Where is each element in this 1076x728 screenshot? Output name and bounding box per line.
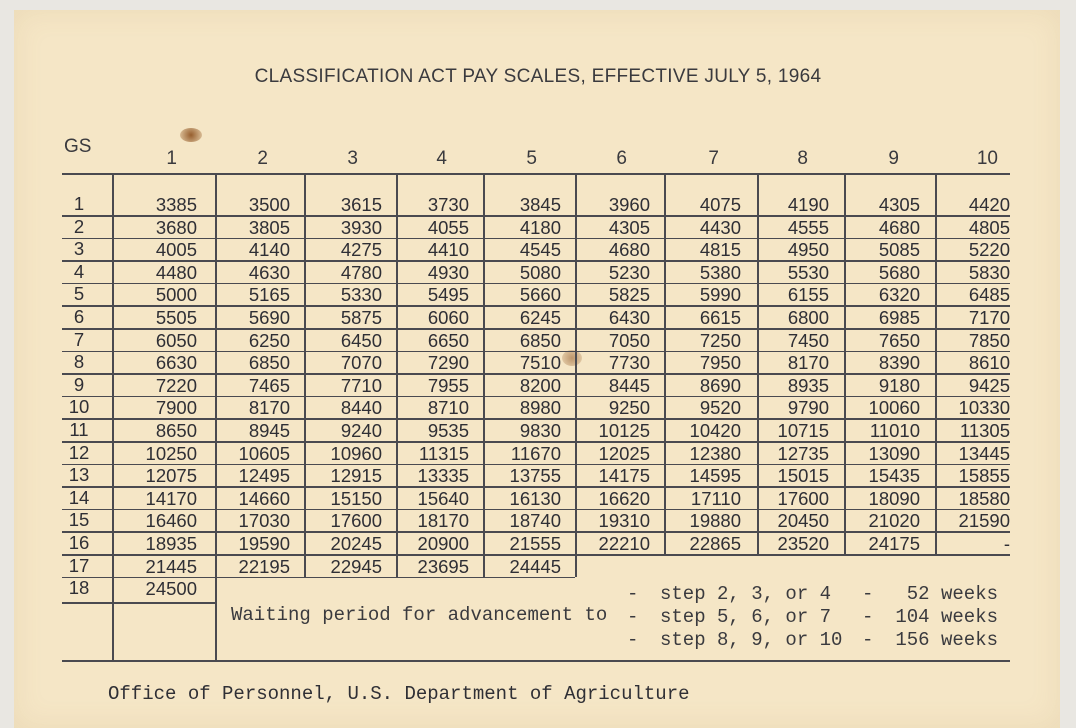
pay-cell: 7465 <box>248 374 290 396</box>
pay-cell: 5165 <box>248 284 290 306</box>
pay-cell: 4480 <box>155 261 197 283</box>
pay-cell: 10250 <box>145 442 197 464</box>
pay-cell: 4055 <box>427 216 469 238</box>
pay-cell: 5680 <box>878 261 920 283</box>
pay-cell: 12915 <box>330 465 382 487</box>
pay-cell: 5085 <box>878 239 920 261</box>
pay-cell: 6850 <box>519 329 561 351</box>
pay-cell: 6320 <box>878 284 920 306</box>
pay-cell: 22945 <box>330 555 382 577</box>
pay-cell: 22865 <box>689 533 741 554</box>
pay-cell: 21020 <box>868 510 920 532</box>
pay-cell: 13755 <box>509 465 561 487</box>
pay-cell: 8690 <box>699 374 741 396</box>
pay-cell: 4180 <box>519 216 561 238</box>
grade-label: 16 <box>68 532 90 553</box>
grade-label: 3 <box>73 238 85 260</box>
pay-cell: 10960 <box>330 442 382 464</box>
step-header-4: 4 <box>436 148 447 169</box>
pay-cell: 4005 <box>155 239 197 261</box>
note-steps: step 2, 3, or 4 <box>660 583 832 605</box>
pay-cell: 5230 <box>608 261 650 283</box>
note-dash: - <box>862 583 874 605</box>
pay-cell: 24445 <box>509 555 561 577</box>
waiting-period-label: Waiting period for advancement to <box>231 604 608 626</box>
pay-cell: 13090 <box>868 442 920 464</box>
column-rule <box>935 173 937 555</box>
pay-cell: 15435 <box>868 465 920 487</box>
step-header-6: 6 <box>616 148 627 169</box>
pay-cell: 4805 <box>968 216 1010 238</box>
pay-cell: 9830 <box>519 420 561 441</box>
pay-cell: 19590 <box>238 533 290 554</box>
pay-cell: 4780 <box>340 261 382 283</box>
pay-cell: 18740 <box>509 510 561 532</box>
pay-cell: 4140 <box>248 239 290 261</box>
pay-cell: 16460 <box>145 510 197 532</box>
grade-label: 1 <box>73 193 85 214</box>
pay-cell: 7710 <box>340 374 382 396</box>
grade-label: 5 <box>73 283 85 305</box>
pay-cell: 18935 <box>145 533 197 554</box>
note-dash: - <box>627 583 639 605</box>
pay-cell: 15015 <box>777 465 829 487</box>
grade-label: 15 <box>68 509 90 531</box>
pay-cell: 23695 <box>417 555 469 577</box>
pay-cell: 4075 <box>699 194 741 215</box>
pay-cell: 7955 <box>427 374 469 396</box>
grade-label: 4 <box>73 260 85 282</box>
pay-cell: 6630 <box>155 352 197 374</box>
pay-cell: 17030 <box>238 510 290 532</box>
pay-cell: 5495 <box>427 284 469 306</box>
pay-cell: 7070 <box>340 352 382 374</box>
pay-cell: 11315 <box>418 442 469 464</box>
pay-cell: 4630 <box>248 261 290 283</box>
stain <box>180 128 202 142</box>
pay-cell: 12075 <box>145 465 197 487</box>
pay-cell: 6245 <box>519 307 561 328</box>
step-header-2: 2 <box>257 148 268 169</box>
grade-18-rule <box>62 602 215 604</box>
grade-label: 17 <box>68 554 90 576</box>
pay-cell: 6800 <box>787 307 829 328</box>
step-header-10: 10 <box>976 148 998 169</box>
page-title: CLASSIFICATION ACT PAY SCALES, EFFECTIVE JULY 5, 1964 <box>254 66 822 87</box>
pay-cell: 11305 <box>959 420 1010 441</box>
pay-cell: 21555 <box>509 533 561 554</box>
pay-cell: 3960 <box>608 194 650 215</box>
pay-cell: 14660 <box>238 487 290 509</box>
pay-cell: 11010 <box>869 420 920 441</box>
pay-cell: 7220 <box>155 374 197 396</box>
pay-cell: 18090 <box>868 487 920 509</box>
column-rule <box>215 173 217 660</box>
note-period: 52 weeks <box>906 583 998 605</box>
pay-cell: 5990 <box>699 284 741 306</box>
pay-cell: 10715 <box>777 420 829 441</box>
note-steps: step 5, 6, or 7 <box>660 606 832 628</box>
pay-cell: 3680 <box>155 216 197 238</box>
pay-cell: 6430 <box>608 307 650 328</box>
pay-cell: 9790 <box>787 397 829 419</box>
footer-text: Office of Personnel, U.S. Department of Agriculture <box>108 683 690 705</box>
pay-cell: 6155 <box>787 284 829 306</box>
pay-cell: 12025 <box>598 442 650 464</box>
step-header-3: 3 <box>347 148 358 169</box>
column-rule <box>664 173 666 555</box>
pay-cell: 8710 <box>427 397 469 419</box>
pay-cell: 12735 <box>777 442 829 464</box>
pay-cell: 4950 <box>787 239 829 261</box>
pay-cell: 17110 <box>690 487 741 509</box>
pay-cell: 4680 <box>608 239 650 261</box>
pay-cell: 16620 <box>598 487 650 509</box>
pay-cell: 9520 <box>699 397 741 419</box>
pay-cell: 4305 <box>878 194 920 215</box>
pay-cell: 13445 <box>958 442 1010 464</box>
grade-label: 6 <box>73 306 85 327</box>
pay-cell: 6650 <box>427 329 469 351</box>
pay-cell: 18170 <box>417 510 469 532</box>
pay-cell: 18580 <box>958 487 1010 509</box>
pay-cell: 12380 <box>689 442 741 464</box>
pay-cell: 4555 <box>787 216 829 238</box>
pay-cell: 6485 <box>968 284 1010 306</box>
pay-cell: 8170 <box>248 397 290 419</box>
pay-cell: 3930 <box>340 216 382 238</box>
pay-cell: 9535 <box>427 420 469 441</box>
pay-cell: 3615 <box>340 194 382 215</box>
pay-cell: 7290 <box>427 352 469 374</box>
column-rule <box>575 173 577 577</box>
pay-cell: 9240 <box>340 420 382 441</box>
pay-cell: 5080 <box>519 261 561 283</box>
pay-cell: 8610 <box>968 352 1010 374</box>
pay-cell: 7250 <box>699 329 741 351</box>
pay-cell: 3500 <box>248 194 290 215</box>
pay-cell: 8935 <box>787 374 829 396</box>
pay-cell: 6250 <box>248 329 290 351</box>
pay-cell: 5330 <box>340 284 382 306</box>
pay-cell: 24500 <box>145 578 197 600</box>
grade-label: 18 <box>68 577 90 599</box>
pay-cell: 4410 <box>427 239 469 261</box>
pay-cell: 4930 <box>427 261 469 283</box>
grade-label: 13 <box>68 464 90 486</box>
pay-cell: 5220 <box>968 239 1010 261</box>
pay-cell: 22210 <box>598 533 650 554</box>
step-header-8: 8 <box>797 148 808 169</box>
pay-cell: 20450 <box>777 510 829 532</box>
pay-cell: 4190 <box>787 194 829 215</box>
pay-cell: 8170 <box>787 352 829 374</box>
pay-cell: 21590 <box>958 510 1010 532</box>
step-header-5: 5 <box>526 148 537 169</box>
pay-cell: 6985 <box>878 307 920 328</box>
grade-label: 2 <box>73 215 85 237</box>
step-header-1: 1 <box>166 148 177 169</box>
pay-cell: 4815 <box>699 239 741 261</box>
pay-cell: 15150 <box>330 487 382 509</box>
pay-cell: 8945 <box>248 420 290 441</box>
pay-cell: 4545 <box>519 239 561 261</box>
grade-label: 11 <box>69 419 89 440</box>
header-rule <box>62 173 1010 175</box>
column-rule <box>396 173 398 577</box>
pay-cell: 9425 <box>968 374 1010 396</box>
pay-cell: 15855 <box>958 465 1010 487</box>
pay-cell: 8440 <box>340 397 382 419</box>
pay-cell: 5000 <box>155 284 197 306</box>
pay-cell: 9250 <box>608 397 650 419</box>
grade-header: GS <box>64 136 92 157</box>
pay-cell: 16130 <box>509 487 561 509</box>
grade-label: 14 <box>68 486 90 508</box>
pay-cell: 24175 <box>868 533 920 554</box>
pay-cell: 7950 <box>699 352 741 374</box>
bottom-rule <box>62 660 1010 662</box>
pay-cell: 8445 <box>608 374 650 396</box>
pay-cell: 4430 <box>699 216 741 238</box>
pay-cell: 5660 <box>519 284 561 306</box>
pay-cell: 14170 <box>145 487 197 509</box>
pay-cell: 14595 <box>689 465 741 487</box>
note-dash: - <box>627 629 639 651</box>
pay-cell: 5380 <box>699 261 741 283</box>
pay-cell: 3385 <box>155 194 197 215</box>
pay-cell: 7450 <box>787 329 829 351</box>
note-dash: - <box>862 606 874 628</box>
column-rule <box>844 173 846 555</box>
step-header-7: 7 <box>708 148 719 169</box>
pay-cell: 8200 <box>519 374 561 396</box>
note-steps: step 8, 9, or 10 <box>660 629 843 651</box>
pay-cell: 3805 <box>248 216 290 238</box>
pay-cell: 3845 <box>519 194 561 215</box>
pay-cell: 7650 <box>878 329 920 351</box>
pay-cell: 10605 <box>238 442 290 464</box>
pay-cell: 12495 <box>238 465 290 487</box>
pay-cell: 5530 <box>787 261 829 283</box>
pay-cell: 7510 <box>519 352 561 374</box>
pay-cell: 14175 <box>598 465 650 487</box>
pay-cell: 17600 <box>777 487 829 509</box>
pay-cell: 20245 <box>330 533 382 554</box>
step-header-9: 9 <box>888 148 899 169</box>
pay-cell: 4680 <box>878 216 920 238</box>
pay-cell: 8390 <box>878 352 920 374</box>
grade-label: 7 <box>73 328 85 350</box>
grade-label: 10 <box>68 396 90 418</box>
column-rule <box>112 173 114 660</box>
pay-cell: 10125 <box>598 420 650 441</box>
pay-cell: 23520 <box>777 533 829 554</box>
pay-cell: 7050 <box>608 329 650 351</box>
pay-cell: 13335 <box>417 465 469 487</box>
pay-cell: 8980 <box>519 397 561 419</box>
pay-cell: 22195 <box>238 555 290 577</box>
pay-cell: 4305 <box>608 216 650 238</box>
pay-cell: 6050 <box>155 329 197 351</box>
note-period: 156 weeks <box>895 629 998 651</box>
pay-cell: 17600 <box>330 510 382 532</box>
pay-cell: 10060 <box>868 397 920 419</box>
grade-label: 9 <box>73 373 85 395</box>
column-rule <box>304 173 306 577</box>
pay-cell: 7170 <box>968 307 1010 328</box>
pay-cell: 5690 <box>248 307 290 328</box>
pay-cell: 7850 <box>968 329 1010 351</box>
pay-cell: 5825 <box>608 284 650 306</box>
column-rule <box>483 173 485 577</box>
pay-cell: 6060 <box>427 307 469 328</box>
pay-cell: 20900 <box>417 533 469 554</box>
pay-cell: 7900 <box>155 397 197 419</box>
note-period: 104 weeks <box>895 606 998 628</box>
pay-cell: 10420 <box>689 420 741 441</box>
grade-label: 8 <box>73 351 85 373</box>
pay-cell: 4420 <box>968 194 1010 215</box>
pay-cell: 9180 <box>878 374 920 396</box>
pay-cell: 6850 <box>248 352 290 374</box>
pay-cell: 5505 <box>155 307 197 328</box>
column-rule <box>757 173 759 555</box>
pay-cell: 5830 <box>968 261 1010 283</box>
grade-label: 12 <box>68 441 90 463</box>
pay-cell: 6450 <box>340 329 382 351</box>
pay-cell: 7730 <box>608 352 650 374</box>
pay-cell: 4275 <box>340 239 382 261</box>
note-dash: - <box>627 606 639 628</box>
pay-cell: - <box>1003 533 1010 554</box>
pay-cell: 19880 <box>689 510 741 532</box>
pay-cell: 8650 <box>155 420 197 441</box>
pay-cell: 10330 <box>958 397 1010 419</box>
pay-cell: 19310 <box>598 510 650 532</box>
note-dash: - <box>862 629 874 651</box>
pay-cell: 11670 <box>510 442 561 464</box>
pay-cell: 3730 <box>427 194 469 215</box>
pay-cell: 15640 <box>417 487 469 509</box>
pay-cell: 21445 <box>145 555 197 577</box>
pay-cell: 6615 <box>699 307 741 328</box>
pay-cell: 5875 <box>340 307 382 328</box>
